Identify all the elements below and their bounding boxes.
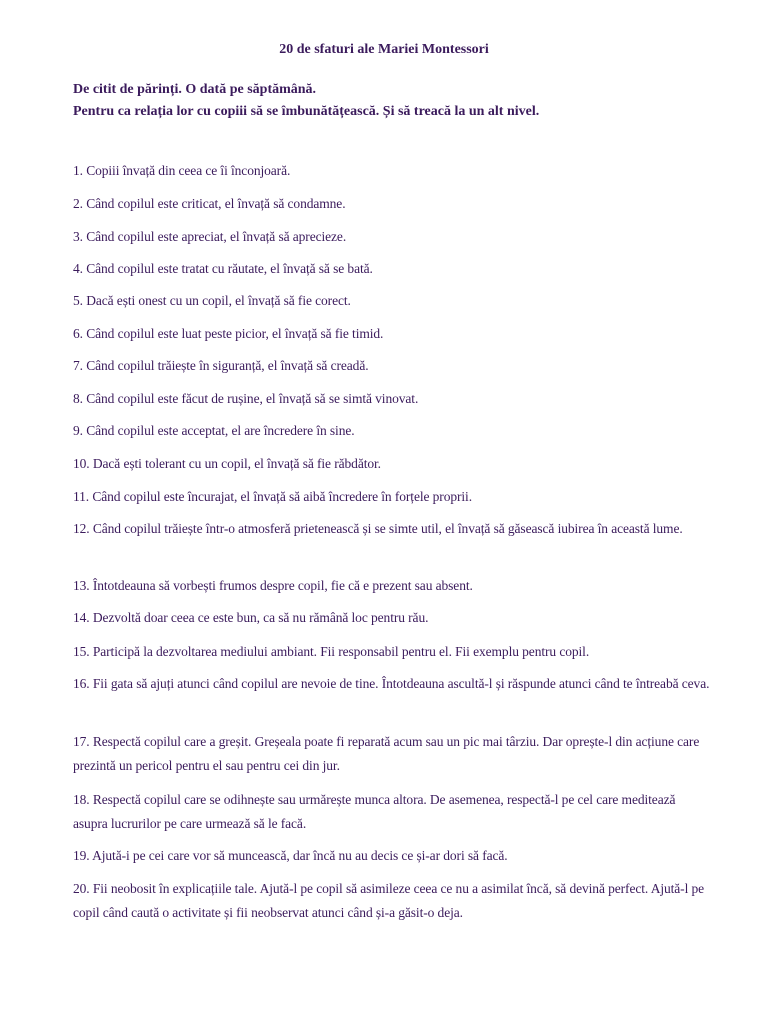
intro-line-2: Pentru ca relația lor cu copiii să se îmbunătățească. Și să treacă la un alt nivel. [73, 104, 540, 119]
intro-block [73, 79, 713, 123]
tip-item: 14. Dezvoltă doar ceea ce este bun, ca să nu rămână loc pentru rău. [73, 610, 429, 625]
tip-item: 13. Întotdeauna să vorbești frumos despre copil, fie că e prezent sau absent. [73, 578, 473, 593]
tip-item: 9. Când copilul este acceptat, el are încredere în sine. [73, 423, 355, 438]
tip-item: 8. Când copilul este făcut de rușine, el învață să se simtă vinovat. [73, 391, 419, 406]
tip-item: 7. Când copilul trăiește în siguranță, el învață să creadă. [73, 358, 369, 373]
tip-item: 15. Participă la dezvoltarea mediului ambiant. Fii responsabil pentru el. Fii exemplu pentru copil. [73, 644, 590, 659]
tip-item: 19. Ajută-i pe cei care vor să muncească, dar încă nu au decis ce și-ar dori să facă. [73, 848, 508, 863]
tip-item: 5. Dacă ești onest cu un copil, el învață să fie corect. [73, 293, 351, 308]
tip-item: 1. Copiii învață din ceea ce îi înconjoară. [73, 163, 291, 178]
tip-item: 3. Când copilul este apreciat, el învață să aprecieze. [73, 229, 347, 244]
tip-item: 11. Când copilul este încurajat, el învață să aibă încredere în forțele proprii. [73, 489, 472, 504]
document-title: 20 de sfaturi ale Mariei Montessori [279, 42, 489, 57]
tip-item: 18. Respectă copilul care se odihnește sau urmărește munca altora. De asemenea, respectă-l pe cel care meditează asupra lucrurilor pe care urmează să le facă. [73, 792, 676, 831]
intro-line-1: De citit de părinți. O dată pe săptămână. [73, 82, 317, 97]
tip-item: 16. Fii gata să ajuți atunci când copilul are nevoie de tine. Întotdeauna ascultă-l și răspunde atunci când te întreabă ceva. [73, 676, 710, 691]
tip-item: 17. Respectă copilul care a greșit. Greșeala poate fi reparată acum sau un pic mai târziu. Dar oprește-l din acțiune care prezintă un pericol pentru el sau pentru cei din jur. [73, 734, 700, 773]
tip-item: 10. Dacă ești tolerant cu un copil, el învață să fie răbdător. [73, 456, 381, 471]
tip-item: 4. Când copilul este tratat cu răutate, el învață să se bată. [73, 261, 373, 276]
tip-item: 20. Fii neobosit în explicațiile tale. Ajută-l pe copil să asimileze ceea ce nu a asimilat încă, să devină perfect. Ajută-l pe copil când caută o activitate și fii neobservat atunci când și-a găsit-o deja. [73, 881, 705, 920]
tip-item: 12. Când copilul trăiește într-o atmosferă prietenească și se simte util, el învață să găsească iubirea în această lume. [73, 521, 683, 536]
tip-item: 2. Când copilul este criticat, el învață să condamne. [73, 196, 346, 211]
tip-item: 6. Când copilul este luat peste picior, el învață să fie timid. [73, 326, 384, 341]
